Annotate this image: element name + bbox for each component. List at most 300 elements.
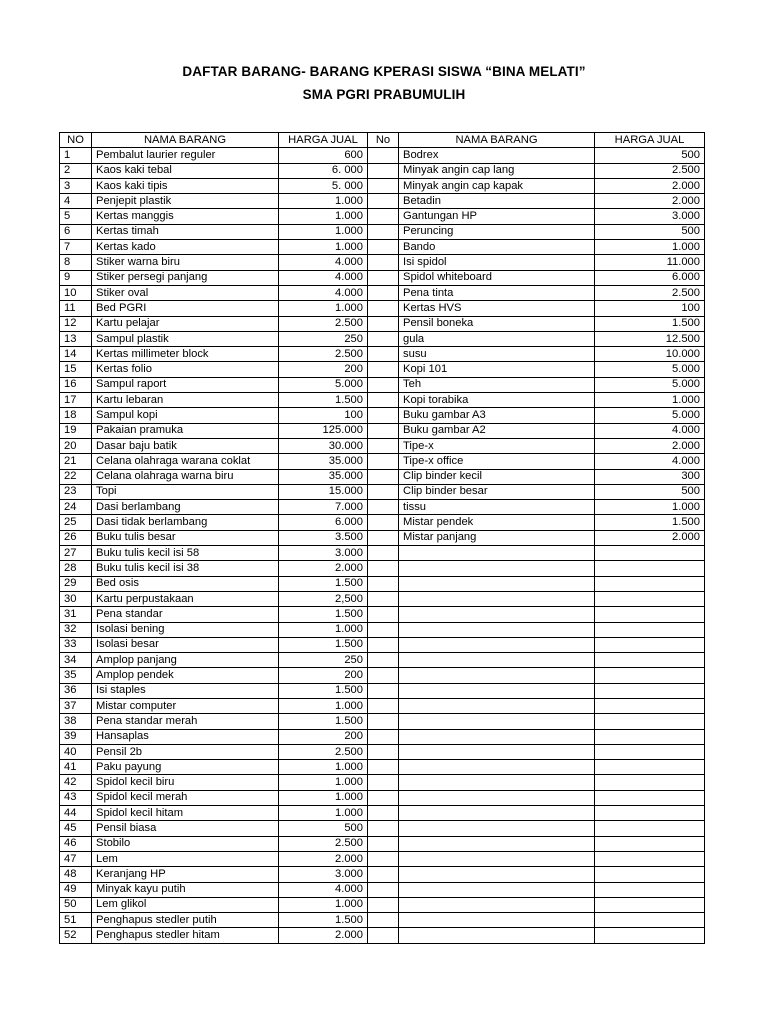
right-item-name: Clip binder besar <box>399 484 595 499</box>
right-item-name: Minyak angin cap kapak <box>399 178 595 193</box>
left-item-price: 1.500 <box>279 607 368 622</box>
right-item-name <box>399 561 595 576</box>
left-item-name: Stobilo <box>92 836 279 851</box>
left-item-name: Stiker persegi panjang <box>92 270 279 285</box>
left-item-number: 30 <box>60 591 92 606</box>
right-item-price <box>595 637 705 652</box>
right-item-name <box>399 928 595 943</box>
left-item-name: Kertas kado <box>92 240 279 255</box>
right-item-price: 5.000 <box>595 362 705 377</box>
right-item-name: Pensil boneka <box>399 316 595 331</box>
right-item-price: 2.000 <box>595 194 705 209</box>
left-item-name: Spidol kecil hitam <box>92 806 279 821</box>
table-row <box>60 301 705 316</box>
right-item-price <box>595 591 705 606</box>
left-item-number: 47 <box>60 851 92 866</box>
left-item-number: 2 <box>60 163 92 178</box>
left-item-name: Minyak kayu putih <box>92 882 279 897</box>
left-item-name: Penghapus stedler hitam <box>92 928 279 943</box>
right-item-name <box>399 607 595 622</box>
table-row <box>60 698 705 713</box>
right-item-number <box>368 408 399 423</box>
left-item-number: 14 <box>60 347 92 362</box>
right-item-number <box>368 377 399 392</box>
left-item-price: 1.000 <box>279 760 368 775</box>
right-item-number <box>368 607 399 622</box>
right-item-price <box>595 882 705 897</box>
right-item-price: 300 <box>595 469 705 484</box>
right-item-name: Isi spidol <box>399 255 595 270</box>
left-item-name: Pensil 2b <box>92 744 279 759</box>
left-item-price: 250 <box>279 653 368 668</box>
right-item-number <box>368 683 399 698</box>
right-item-number <box>368 836 399 851</box>
right-item-number <box>368 867 399 882</box>
left-item-name: Hansaplas <box>92 729 279 744</box>
right-item-number <box>368 897 399 912</box>
right-item-number <box>368 790 399 805</box>
right-item-price: 1.500 <box>595 515 705 530</box>
right-item-name: Bando <box>399 240 595 255</box>
right-item-name <box>399 897 595 912</box>
right-item-number <box>368 546 399 561</box>
right-item-number <box>368 209 399 224</box>
left-item-price: 1.500 <box>279 714 368 729</box>
table-row <box>60 224 705 239</box>
table-row <box>60 882 705 897</box>
left-item-price: 1.000 <box>279 897 368 912</box>
right-item-name <box>399 546 595 561</box>
right-item-number <box>368 775 399 790</box>
right-item-number <box>368 255 399 270</box>
left-item-name: Bed PGRI <box>92 301 279 316</box>
right-item-price <box>595 546 705 561</box>
left-item-number: 36 <box>60 683 92 698</box>
right-item-name <box>399 653 595 668</box>
left-item-price: 500 <box>279 821 368 836</box>
left-item-number: 3 <box>60 178 92 193</box>
left-item-name: Buku tulis kecil isi 58 <box>92 546 279 561</box>
table-row <box>60 331 705 346</box>
right-item-price <box>595 729 705 744</box>
column-header-name-right: NAMA BARANG <box>399 133 595 148</box>
left-item-name: Kartu perpustakaan <box>92 591 279 606</box>
right-item-price <box>595 821 705 836</box>
left-item-price: 200 <box>279 668 368 683</box>
right-item-name: Bodrex <box>399 148 595 163</box>
table-row <box>60 393 705 408</box>
right-item-number <box>368 224 399 239</box>
left-item-number: 18 <box>60 408 92 423</box>
right-item-price: 4.000 <box>595 423 705 438</box>
right-item-name <box>399 714 595 729</box>
right-item-price <box>595 698 705 713</box>
left-item-price: 35.000 <box>279 469 368 484</box>
left-item-name: Bed osis <box>92 576 279 591</box>
right-item-number <box>368 500 399 515</box>
right-item-price: 2.500 <box>595 163 705 178</box>
right-item-price: 1.000 <box>595 500 705 515</box>
left-item-name: Kertas millimeter block <box>92 347 279 362</box>
right-item-price <box>595 744 705 759</box>
left-item-number: 37 <box>60 698 92 713</box>
left-item-name: Celana olahraga warna biru <box>92 469 279 484</box>
left-item-number: 38 <box>60 714 92 729</box>
right-item-price <box>595 668 705 683</box>
left-item-number: 5 <box>60 209 92 224</box>
right-item-name: gula <box>399 331 595 346</box>
right-item-name <box>399 913 595 928</box>
column-header-price-left: HARGA JUAL <box>279 133 368 148</box>
right-item-number <box>368 530 399 545</box>
right-item-name: Pena tinta <box>399 285 595 300</box>
right-item-price: 100 <box>595 301 705 316</box>
right-item-number <box>368 331 399 346</box>
right-item-name <box>399 683 595 698</box>
right-item-name <box>399 729 595 744</box>
left-item-name: Kertas folio <box>92 362 279 377</box>
right-item-name: Buku gambar A3 <box>399 408 595 423</box>
left-item-name: Kaos kaki tipis <box>92 178 279 193</box>
right-item-price <box>595 928 705 943</box>
left-item-number: 26 <box>60 530 92 545</box>
table-row <box>60 591 705 606</box>
left-item-name: Dasar baju batik <box>92 438 279 453</box>
right-item-price: 500 <box>595 148 705 163</box>
left-item-name: Pena standar merah <box>92 714 279 729</box>
left-item-price: 2.500 <box>279 347 368 362</box>
table-row <box>60 744 705 759</box>
left-item-name: Penjepit plastik <box>92 194 279 209</box>
table-row <box>60 163 705 178</box>
right-item-name <box>399 760 595 775</box>
left-item-number: 6 <box>60 224 92 239</box>
left-item-name: Pensil biasa <box>92 821 279 836</box>
right-item-number <box>368 576 399 591</box>
left-item-name: Isolasi bening <box>92 622 279 637</box>
left-item-number: 40 <box>60 744 92 759</box>
left-item-price: 200 <box>279 729 368 744</box>
right-item-number <box>368 744 399 759</box>
table-row <box>60 790 705 805</box>
right-item-price: 2.000 <box>595 438 705 453</box>
right-item-number <box>368 469 399 484</box>
left-item-price: 2.500 <box>279 316 368 331</box>
left-item-price: 250 <box>279 331 368 346</box>
table-row <box>60 637 705 652</box>
table-row <box>60 683 705 698</box>
right-item-name <box>399 867 595 882</box>
left-item-number: 46 <box>60 836 92 851</box>
left-item-name: Kertas manggis <box>92 209 279 224</box>
right-item-number <box>368 821 399 836</box>
left-item-number: 12 <box>60 316 92 331</box>
left-item-number: 32 <box>60 622 92 637</box>
right-item-price <box>595 867 705 882</box>
right-item-price <box>595 576 705 591</box>
left-item-price: 100 <box>279 408 368 423</box>
left-item-number: 13 <box>60 331 92 346</box>
left-item-name: Pembalut laurier reguler <box>92 148 279 163</box>
left-item-price: 1.000 <box>279 240 368 255</box>
left-item-number: 51 <box>60 913 92 928</box>
left-item-number: 21 <box>60 454 92 469</box>
right-item-number <box>368 637 399 652</box>
right-item-price: 5.000 <box>595 377 705 392</box>
right-item-name <box>399 851 595 866</box>
left-item-price: 600 <box>279 148 368 163</box>
left-item-price: 4.000 <box>279 255 368 270</box>
right-item-name: Kertas HVS <box>399 301 595 316</box>
right-item-number <box>368 316 399 331</box>
table-row <box>60 423 705 438</box>
left-item-number: 45 <box>60 821 92 836</box>
right-item-price <box>595 653 705 668</box>
right-item-number <box>368 393 399 408</box>
left-item-price: 1.500 <box>279 637 368 652</box>
right-item-price <box>595 760 705 775</box>
right-item-price <box>595 836 705 851</box>
left-item-number: 28 <box>60 561 92 576</box>
left-item-price: 125.000 <box>279 423 368 438</box>
right-item-number <box>368 454 399 469</box>
table-row <box>60 851 705 866</box>
table-row <box>60 760 705 775</box>
left-item-price: 35.000 <box>279 454 368 469</box>
right-item-price: 1.000 <box>595 240 705 255</box>
left-item-price: 1.000 <box>279 194 368 209</box>
left-item-number: 43 <box>60 790 92 805</box>
left-item-number: 25 <box>60 515 92 530</box>
left-item-number: 34 <box>60 653 92 668</box>
table-row <box>60 897 705 912</box>
left-item-number: 16 <box>60 377 92 392</box>
left-item-name: Kartu pelajar <box>92 316 279 331</box>
left-item-price: 30.000 <box>279 438 368 453</box>
right-item-name <box>399 836 595 851</box>
right-item-number <box>368 362 399 377</box>
left-item-price: 3.000 <box>279 867 368 882</box>
table-header-row <box>60 133 705 148</box>
left-item-price: 15.000 <box>279 484 368 499</box>
right-item-name: Kopi torabika <box>399 393 595 408</box>
left-item-name: Amplop pendek <box>92 668 279 683</box>
right-item-name <box>399 744 595 759</box>
right-item-name: Mistar pendek <box>399 515 595 530</box>
right-item-number <box>368 851 399 866</box>
left-item-name: Stiker oval <box>92 285 279 300</box>
table-row <box>60 484 705 499</box>
left-item-number: 17 <box>60 393 92 408</box>
left-item-number: 35 <box>60 668 92 683</box>
document-subtitle: SMA PGRI PRABUMULIH <box>302 87 466 102</box>
column-header-price-right: HARGA JUAL <box>595 133 705 148</box>
left-item-name: Stiker warna biru <box>92 255 279 270</box>
right-item-price: 1.500 <box>595 316 705 331</box>
table-row <box>60 729 705 744</box>
left-item-number: 48 <box>60 867 92 882</box>
right-item-number <box>368 270 399 285</box>
left-item-number: 41 <box>60 760 92 775</box>
right-item-name <box>399 668 595 683</box>
right-item-price <box>595 851 705 866</box>
table-row <box>60 515 705 530</box>
right-item-number <box>368 668 399 683</box>
left-item-price: 1.000 <box>279 790 368 805</box>
right-item-name: Betadin <box>399 194 595 209</box>
left-item-name: Dasi tidak berlambang <box>92 515 279 530</box>
left-item-name: Penghapus stedler putih <box>92 913 279 928</box>
price-list-table <box>59 132 705 944</box>
table-row <box>60 270 705 285</box>
right-item-price: 4.000 <box>595 454 705 469</box>
left-item-number: 10 <box>60 285 92 300</box>
right-item-name <box>399 806 595 821</box>
left-item-name: Celana olahraga warana coklat <box>92 454 279 469</box>
table-row <box>60 836 705 851</box>
left-item-number: 9 <box>60 270 92 285</box>
right-item-name: Tipe-x office <box>399 454 595 469</box>
left-item-name: Spidol kecil merah <box>92 790 279 805</box>
right-item-number <box>368 301 399 316</box>
table-row <box>60 362 705 377</box>
right-item-name <box>399 622 595 637</box>
left-item-number: 33 <box>60 637 92 652</box>
table-row <box>60 347 705 362</box>
left-item-number: 24 <box>60 500 92 515</box>
right-item-price <box>595 714 705 729</box>
left-item-name: Paku payung <box>92 760 279 775</box>
column-header-name-left: NAMA BARANG <box>92 133 279 148</box>
left-item-number: 31 <box>60 607 92 622</box>
left-item-number: 19 <box>60 423 92 438</box>
left-item-number: 50 <box>60 897 92 912</box>
right-item-name <box>399 882 595 897</box>
left-item-name: Pakaian pramuka <box>92 423 279 438</box>
right-item-number <box>368 148 399 163</box>
right-item-price <box>595 913 705 928</box>
left-item-price: 5.000 <box>279 377 368 392</box>
right-item-number <box>368 285 399 300</box>
left-item-name: Keranjang HP <box>92 867 279 882</box>
left-item-number: 22 <box>60 469 92 484</box>
right-item-number <box>368 515 399 530</box>
right-item-number <box>368 178 399 193</box>
left-item-price: 4.000 <box>279 270 368 285</box>
left-item-price: 6. 000 <box>279 163 368 178</box>
left-item-name: Mistar computer <box>92 698 279 713</box>
right-item-name: Peruncing <box>399 224 595 239</box>
left-item-name: Amplop panjang <box>92 653 279 668</box>
left-item-price: 1.000 <box>279 806 368 821</box>
right-item-price <box>595 790 705 805</box>
right-item-price <box>595 683 705 698</box>
left-item-price: 1.000 <box>279 224 368 239</box>
right-item-price: 11.000 <box>595 255 705 270</box>
right-item-price: 3.000 <box>595 209 705 224</box>
left-item-price: 1.000 <box>279 301 368 316</box>
right-item-name: Tipe-x <box>399 438 595 453</box>
right-item-number <box>368 714 399 729</box>
right-item-number <box>368 438 399 453</box>
right-item-name: Mistar panjang <box>399 530 595 545</box>
left-item-name: Buku tulis besar <box>92 530 279 545</box>
right-item-number <box>368 347 399 362</box>
left-item-price: 3.000 <box>279 546 368 561</box>
left-item-number: 8 <box>60 255 92 270</box>
right-item-name <box>399 775 595 790</box>
table-row <box>60 806 705 821</box>
left-item-name: Dasi berlambang <box>92 500 279 515</box>
right-item-name <box>399 698 595 713</box>
right-item-price: 12.500 <box>595 331 705 346</box>
right-item-price <box>595 806 705 821</box>
table-row <box>60 500 705 515</box>
column-header-no-left: NO <box>60 133 92 148</box>
right-item-number <box>368 240 399 255</box>
left-item-price: 5. 000 <box>279 178 368 193</box>
left-item-name: Lem glikol <box>92 897 279 912</box>
left-item-number: 11 <box>60 301 92 316</box>
table-row <box>60 377 705 392</box>
left-item-price: 1.000 <box>279 622 368 637</box>
right-item-price <box>595 607 705 622</box>
table-row <box>60 194 705 209</box>
table-row <box>60 285 705 300</box>
right-item-price <box>595 622 705 637</box>
table-row <box>60 653 705 668</box>
right-item-name: Teh <box>399 377 595 392</box>
right-item-number <box>368 591 399 606</box>
table-row <box>60 668 705 683</box>
right-item-price <box>595 897 705 912</box>
left-item-number: 1 <box>60 148 92 163</box>
table-row <box>60 821 705 836</box>
left-item-number: 23 <box>60 484 92 499</box>
table-row <box>60 240 705 255</box>
left-item-number: 42 <box>60 775 92 790</box>
left-item-price: 1.500 <box>279 683 368 698</box>
column-header-no-right: No <box>368 133 399 148</box>
left-item-price: 1.000 <box>279 209 368 224</box>
left-item-name: Buku tulis kecil isi 38 <box>92 561 279 576</box>
left-item-name: Kertas timah <box>92 224 279 239</box>
left-item-name: Sampul plastik <box>92 331 279 346</box>
table-row <box>60 148 705 163</box>
table-row <box>60 408 705 423</box>
right-item-number <box>368 423 399 438</box>
left-item-price: 4.000 <box>279 882 368 897</box>
left-item-name: Spidol kecil biru <box>92 775 279 790</box>
right-item-number <box>368 806 399 821</box>
left-item-price: 1.000 <box>279 775 368 790</box>
right-item-price: 6.000 <box>595 270 705 285</box>
table-row <box>60 178 705 193</box>
left-item-price: 2.000 <box>279 561 368 576</box>
right-item-name: Clip binder kecil <box>399 469 595 484</box>
left-item-price: 2,500 <box>279 591 368 606</box>
right-item-name <box>399 637 595 652</box>
left-item-price: 2.500 <box>279 836 368 851</box>
left-item-number: 20 <box>60 438 92 453</box>
right-item-name: Kopi 101 <box>399 362 595 377</box>
left-item-name: Pena standar <box>92 607 279 622</box>
table-row <box>60 438 705 453</box>
right-item-name <box>399 591 595 606</box>
table-row <box>60 469 705 484</box>
right-item-name: Spidol whiteboard <box>399 270 595 285</box>
table-row <box>60 607 705 622</box>
